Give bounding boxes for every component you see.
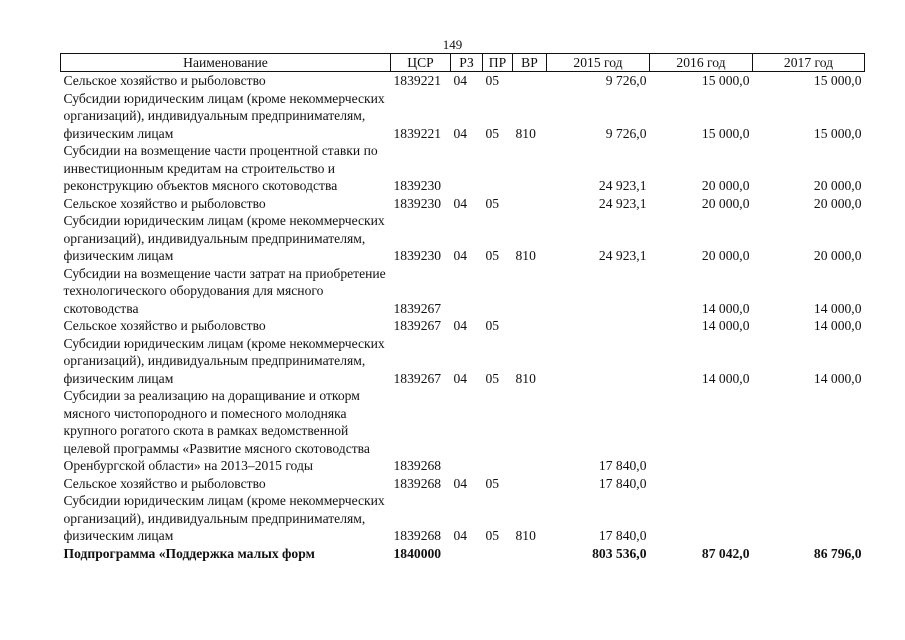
- col-header-rz: РЗ: [451, 54, 483, 72]
- cell-name: Сельское хозяйство и рыболовство: [63, 318, 266, 333]
- cell-vr: [513, 387, 547, 475]
- cell-2017: 15 000,0: [813, 73, 862, 88]
- cell-name: Субсидии юридическим лицам (кроме некоммерческих организаций), индивидуальным предпринимателям, физическим лицам: [63, 493, 385, 543]
- cell-vr: [513, 72, 547, 90]
- cell-2017: [753, 475, 865, 493]
- cell-rz: [451, 545, 483, 563]
- page-number: 149: [442, 37, 463, 52]
- cell-2016: 20 000,0: [701, 195, 750, 211]
- cell-vr: 810: [515, 125, 536, 141]
- cell-2017: [753, 387, 865, 475]
- table-row: [61, 475, 865, 493]
- cell-rz: [451, 387, 483, 475]
- cell-pr: [483, 142, 513, 195]
- cell-pr: [483, 265, 513, 318]
- cell-2015: 24 923,1: [598, 195, 647, 211]
- table-row: [61, 90, 865, 143]
- cell-2015: 9 726,0: [605, 125, 647, 141]
- cell-2016: 14 000,0: [701, 370, 750, 386]
- cell-name: Субсидии юридическим лицам (кроме некоммерческих организаций), индивидуальным предпринимателям, физическим лицам: [63, 90, 385, 141]
- cell-csr: 1839267: [393, 300, 442, 316]
- cell-2015: 803 536,0: [592, 545, 647, 561]
- cell-rz: 04: [453, 73, 468, 88]
- cell-csr: 1839267: [393, 370, 442, 386]
- cell-vr: [513, 545, 547, 563]
- cell-rz: 04: [453, 370, 468, 386]
- cell-2015: [547, 317, 650, 335]
- budget-table: [60, 53, 865, 562]
- cell-csr: 1839221: [393, 125, 442, 141]
- cell-2016: [650, 492, 753, 545]
- table-header-row: [61, 54, 865, 72]
- cell-2016: 20 000,0: [701, 248, 750, 263]
- col-header-pr: ПР: [483, 54, 513, 72]
- cell-2015: 9 726,0: [605, 73, 647, 88]
- cell-name: Субсидии на возмещение части процентной ставки по инвестиционным кредитам на строительство и реконструкцию объектов мясного скотоводства: [63, 143, 378, 193]
- table-body: [61, 72, 865, 563]
- cell-2016: 14 000,0: [701, 318, 750, 333]
- cell-2015: 17 840,0: [598, 528, 647, 543]
- cell-2016: 15 000,0: [701, 73, 750, 88]
- cell-csr: 1839268: [393, 528, 442, 543]
- cell-rz: 04: [453, 318, 468, 333]
- col-header-vr: ВР: [513, 54, 547, 72]
- col-header-2015: 2015 год: [547, 54, 650, 72]
- cell-name: Субсидии юридическим лицам (кроме некоммерческих организаций), индивидуальным предпринимателям, физическим лицам: [63, 213, 385, 263]
- cell-2016: 14 000,0: [701, 300, 750, 316]
- cell-2016: [650, 387, 753, 475]
- cell-name: Сельское хозяйство и рыболовство: [63, 73, 266, 88]
- cell-2016: [650, 475, 753, 493]
- cell-rz: 04: [453, 528, 468, 543]
- cell-csr: 1839221: [393, 73, 442, 88]
- cell-2016: 87 042,0: [701, 545, 750, 561]
- cell-2016: 15 000,0: [701, 125, 750, 141]
- table-row: [61, 195, 865, 213]
- cell-2017: 14 000,0: [813, 300, 862, 316]
- cell-pr: 05: [485, 370, 500, 386]
- cell-2016: 20 000,0: [701, 178, 750, 193]
- cell-name: Субсидии на возмещение части затрат на приобретение технологического оборудования для мясного скотоводства: [63, 265, 386, 316]
- cell-csr: 1839230: [393, 248, 442, 263]
- cell-2017: 20 000,0: [813, 248, 862, 263]
- table-row: [61, 545, 865, 563]
- cell-2017: 20 000,0: [813, 178, 862, 193]
- col-header-2016: 2016 год: [650, 54, 753, 72]
- table-row: [61, 335, 865, 388]
- cell-csr: 1839268: [393, 458, 442, 473]
- cell-2015: [547, 335, 650, 388]
- cell-rz: 04: [453, 125, 468, 141]
- table-row: [61, 492, 865, 545]
- cell-rz: 04: [453, 248, 468, 263]
- col-header-name: Наименование: [61, 54, 391, 72]
- cell-2015: 17 840,0: [598, 475, 647, 491]
- cell-csr: 1839268: [393, 475, 442, 491]
- cell-csr: 1839267: [393, 318, 442, 333]
- cell-vr: 810: [515, 370, 536, 386]
- cell-csr: 1840000: [393, 545, 442, 561]
- cell-pr: 05: [485, 475, 500, 491]
- col-header-2017: 2017 год: [753, 54, 865, 72]
- cell-pr: 05: [485, 528, 500, 543]
- cell-pr: [483, 545, 513, 563]
- col-header-csr: ЦСР: [391, 54, 451, 72]
- table-row: [61, 212, 865, 265]
- table-row: [61, 265, 865, 318]
- table-row: [61, 142, 865, 195]
- cell-name: Подпрограмма «Поддержка малых форм: [63, 545, 315, 561]
- cell-2015: 17 840,0: [598, 458, 647, 473]
- cell-pr: [483, 387, 513, 475]
- cell-vr: [513, 142, 547, 195]
- cell-vr: [513, 195, 547, 213]
- table-row: [61, 317, 865, 335]
- cell-2015: 24 923,1: [598, 248, 647, 263]
- cell-vr: [513, 317, 547, 335]
- cell-2015: [547, 265, 650, 318]
- cell-name: Сельское хозяйство и рыболовство: [63, 195, 266, 211]
- cell-2017: 14 000,0: [813, 318, 862, 333]
- cell-csr: 1839230: [393, 178, 442, 193]
- cell-2017: 15 000,0: [813, 125, 862, 141]
- cell-name: Субсидии за реализацию на доращивание и откорм мясного чистопородного и помесного молодняка крупного рогатого скота в рамках ведомственной целевой программы «Развитие мясного скотоводства Оренбургской области» на 2013–2015 годы: [63, 388, 370, 473]
- cell-rz: 04: [453, 195, 468, 211]
- cell-pr: 05: [485, 318, 500, 333]
- cell-rz: [451, 142, 483, 195]
- cell-2017: 20 000,0: [813, 195, 862, 211]
- cell-pr: 05: [485, 195, 500, 211]
- table-row: [61, 387, 865, 475]
- cell-2017: [753, 492, 865, 545]
- cell-vr: [513, 475, 547, 493]
- cell-vr: 810: [515, 528, 536, 543]
- cell-2017: 14 000,0: [813, 370, 862, 386]
- cell-csr: 1839230: [393, 195, 442, 211]
- cell-2017: 86 796,0: [813, 545, 862, 561]
- cell-vr: [513, 265, 547, 318]
- cell-name: Субсидии юридическим лицам (кроме некоммерческих организаций), индивидуальным предпринимателям, физическим лицам: [63, 335, 385, 386]
- cell-vr: 810: [515, 248, 536, 263]
- cell-pr: 05: [485, 125, 500, 141]
- cell-name: Сельское хозяйство и рыболовство: [63, 475, 266, 491]
- cell-pr: 05: [485, 248, 500, 263]
- cell-rz: 04: [453, 475, 468, 491]
- cell-rz: [451, 265, 483, 318]
- cell-pr: 05: [485, 73, 500, 88]
- table-row: [61, 72, 865, 90]
- cell-2015: 24 923,1: [598, 178, 647, 193]
